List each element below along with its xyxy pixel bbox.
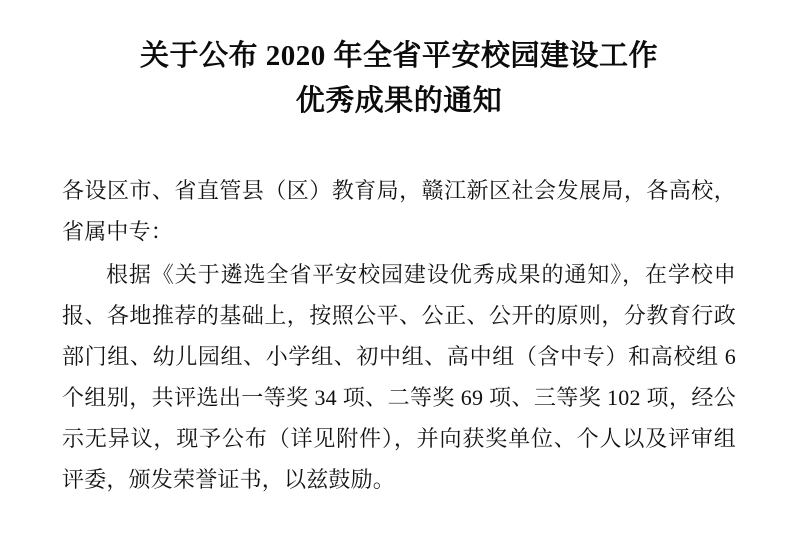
document-title: [0, 0, 798, 124]
document-title-line-1: 关于公布 2020 年全省平安校园建设工作: [139, 40, 658, 72]
recipients-paragraph: 各设区市、省直管县（区）教育局，赣江新区社会发展局，各高校，省属中专：: [62, 178, 736, 244]
main-body-paragraph: 根据《关于遴选全省平安校园建设优秀成果的通知》，在学校申报、各地推荐的基础上，按照公平、公正、公开的原则，分教育行政部门组、幼儿园组、小学组、初中组、高中组（含中专）和高校组 6 个组别，共评选出一等奖 34 项、二等奖 69 项、三等奖 102 项，经公示无异议，现予公布（详见附件），并向获奖单位、个人以及评审组评委，颁发荣誉证书，以兹鼓励。: [62, 262, 736, 492]
document-body: [0, 170, 798, 500]
document-title-line-2: 优秀成果的通知: [295, 85, 503, 117]
